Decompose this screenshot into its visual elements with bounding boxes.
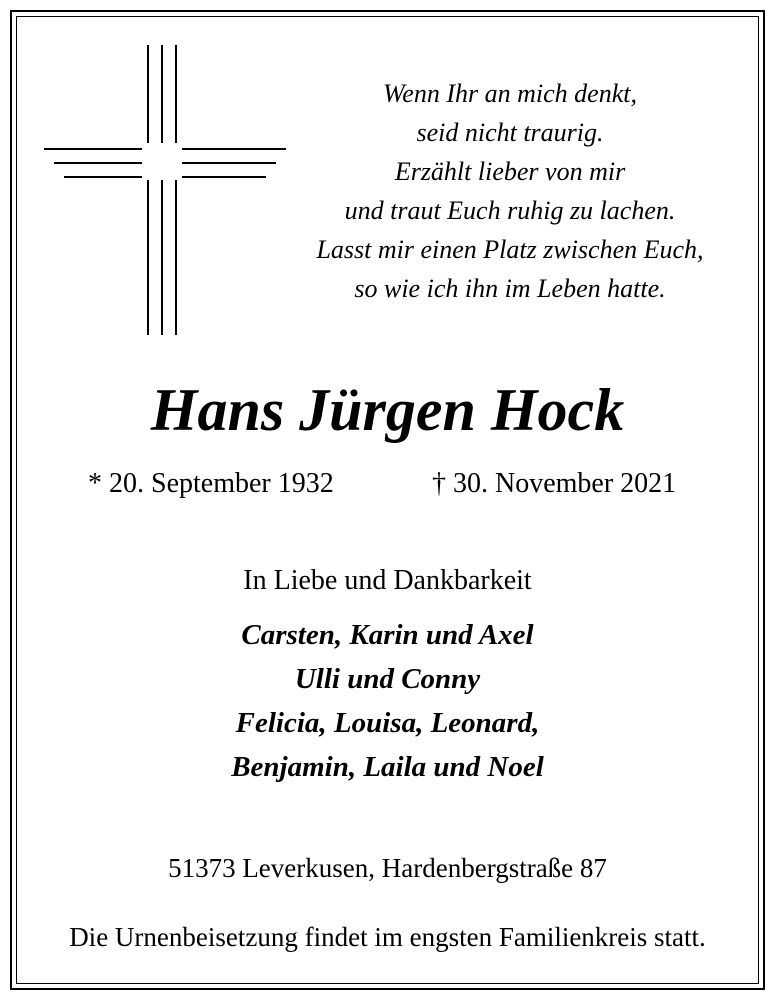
burial-notice: Die Urnenbeisetzung findet im engsten Familienkreis statt. — [69, 922, 706, 952]
cross-icon — [44, 45, 286, 335]
birth-date: * 20. September 1932 — [88, 468, 334, 499]
mourner-line: Felicia, Louisa, Leonard, — [235, 707, 540, 739]
poem-line: Lasst mir einen Platz zwischen Euch, — [316, 235, 704, 264]
deceased-name: Hans Jürgen Hock — [150, 377, 625, 443]
address: 51373 Leverkusen, Hardenbergstraße 87 — [168, 853, 607, 883]
mourners-intro: In Liebe und Dankbarkeit — [243, 565, 532, 596]
mourners-list — [0, 613, 775, 789]
mourner-line: Benjamin, Laila und Noel — [231, 751, 544, 783]
mourner-line: Carsten, Karin und Axel — [241, 619, 534, 651]
poem-line: so wie ich ihn im Leben hatte. — [354, 274, 666, 303]
poem-line: Erzählt lieber von mir — [394, 157, 626, 186]
poem-line: und traut Euch ruhig zu lachen. — [344, 196, 676, 225]
poem — [285, 74, 735, 308]
poem-line: seid nicht traurig. — [416, 118, 604, 147]
death-date: † 30. November 2021 — [432, 468, 677, 499]
mourner-line: Ulli und Conny — [294, 663, 481, 695]
poem-line: Wenn Ihr an mich denkt, — [383, 79, 637, 108]
